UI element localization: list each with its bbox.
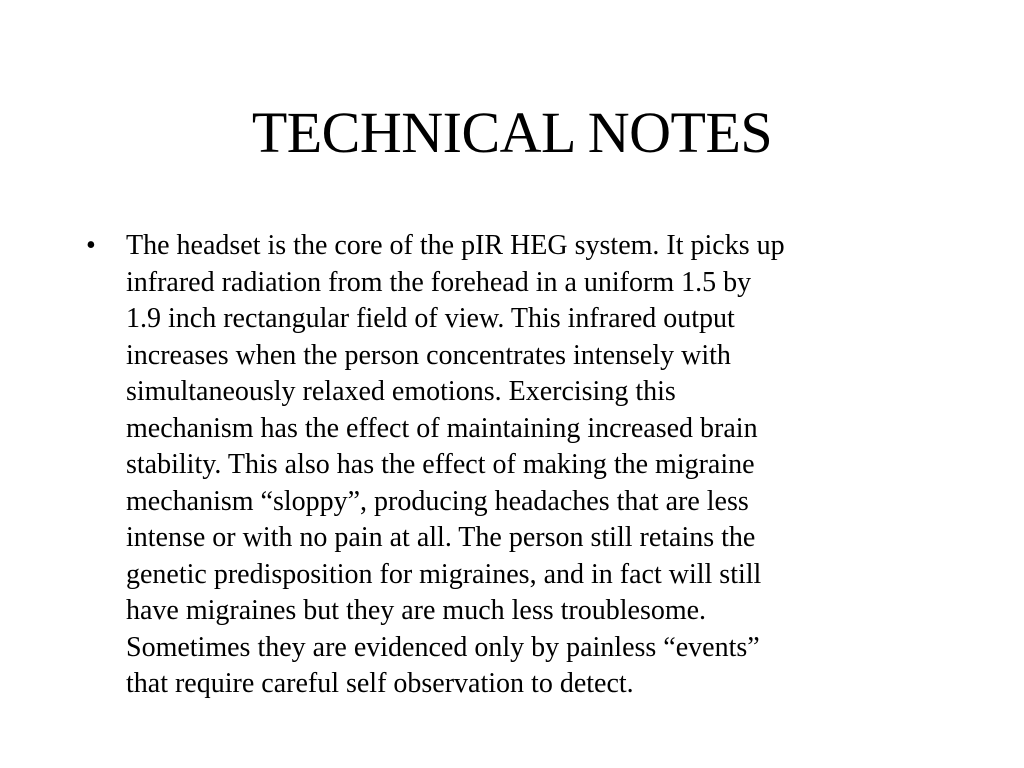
bullet-text-line: mechanism “sloppy”, producing headaches that are less [126, 485, 749, 517]
bullet-text-line: stability. This also has the effect of making the migraine [126, 449, 755, 480]
bullet-item [86, 228, 936, 703]
bullet-text-line: 1.9 inch rectangular field of view. This infrared output [126, 303, 735, 334]
bullet-text-line: intense or with no pain at all. The person still retains the [126, 522, 756, 553]
bullet-text-line: The headset is the core of the pIR HEG system. It picks up [126, 230, 785, 261]
bullet-text-line: have migraines but they are much less troublesome. [126, 595, 707, 626]
bullet-text-line: simultaneously relaxed emotions. Exercising this [126, 376, 676, 407]
slide-title: TECHNICAL NOTES [251, 100, 773, 165]
bullet-text-line: genetic predisposition for migraines, and in fact will still [126, 558, 762, 590]
bullet-text-line: increases when the person concentrates intensely with [126, 339, 731, 371]
bullet-text-line: Sometimes they are evidenced only by painless “events” [126, 631, 760, 663]
bullet-text-line: mechanism has the effect of maintaining increased brain [126, 412, 758, 444]
bullet-text-line: that require careful self observation to detect. [126, 668, 634, 699]
bullet-text-line: infrared radiation from the forehead in a uniform 1.5 by [126, 266, 752, 298]
bullet-list [86, 228, 936, 703]
bullet-marker: • [86, 230, 96, 261]
bullet-text [126, 228, 936, 703]
